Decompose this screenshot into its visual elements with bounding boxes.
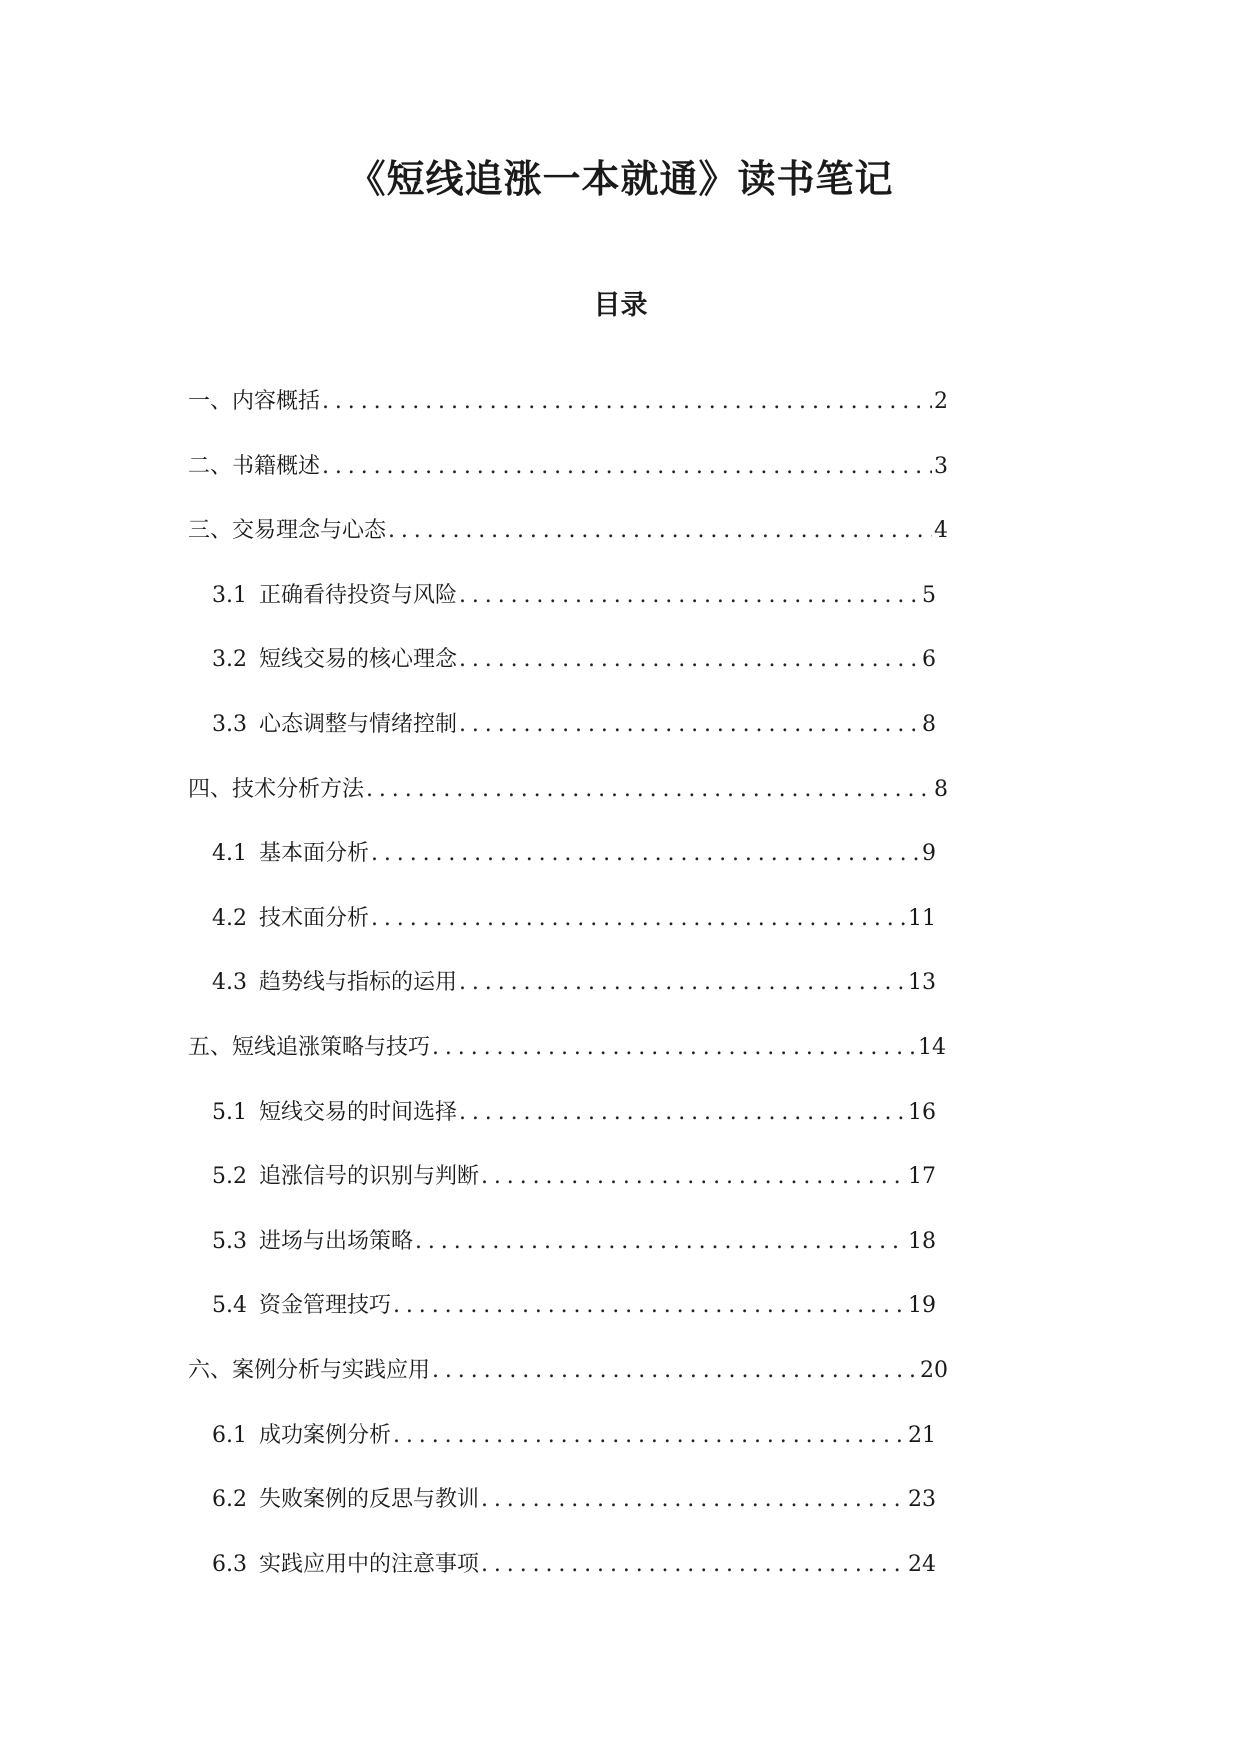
toc-entry-page: 16: [908, 1099, 936, 1125]
toc-entry-text: 技术面分析: [259, 905, 370, 931]
toc-entry[interactable]: [0, 1288, 1241, 1353]
toc-entry-text: 正确看待投资与风险: [259, 582, 458, 608]
toc-entry-text: 成功案例分析: [259, 1422, 392, 1448]
toc-entry-number: 5.3: [212, 1228, 247, 1254]
toc-entry-number: 4.2: [212, 905, 247, 931]
toc-entry[interactable]: [0, 1547, 1241, 1612]
toc-dot-leader: [393, 1288, 906, 1324]
toc-dot-leader: [459, 578, 920, 614]
toc-entry-number: 5.2: [212, 1164, 247, 1190]
toc-entry-label: [212, 578, 457, 614]
toc-entry-number: 6.3: [212, 1551, 247, 1577]
toc-dot-leader: [415, 1224, 906, 1260]
toc-dot-leader: [371, 836, 920, 872]
toc-entry-page: 23: [908, 1487, 936, 1513]
toc-entry[interactable]: [0, 578, 1241, 643]
toc-entry-label: 六、案例分析与实践应用: [188, 1357, 431, 1383]
toc-entry[interactable]: [0, 707, 1241, 772]
toc-entry-page: 21: [908, 1422, 936, 1448]
toc-entry-number: 6.1: [212, 1422, 247, 1448]
toc-entry[interactable]: [0, 1418, 1241, 1483]
toc-dot-leader: [366, 772, 932, 808]
toc-dot-leader: [459, 707, 920, 743]
toc-entry-page: 4: [934, 518, 948, 544]
toc-entry-label: 四、技术分析方法: [188, 776, 365, 802]
toc-entry[interactable]: [0, 901, 1241, 966]
toc-entry-page: 20: [920, 1357, 948, 1383]
toc-dot-leader: [481, 1482, 906, 1518]
toc-entry-text: 失败案例的反思与教训: [259, 1487, 480, 1513]
toc-entry-page: 17: [908, 1164, 936, 1190]
toc-entry[interactable]: [0, 449, 1241, 514]
toc-entry-label: [212, 836, 369, 872]
toc-entry-page: 19: [908, 1293, 936, 1319]
toc-entry[interactable]: [0, 772, 1241, 837]
toc-entry-page: 9: [922, 841, 936, 867]
toc-entry-label: [212, 1482, 479, 1518]
toc-entry-text: 心态调整与情绪控制: [259, 711, 458, 737]
toc-entry-label: [212, 1288, 391, 1324]
toc-entry-label: 一、内容概括: [188, 389, 321, 414]
toc-dot-leader: [432, 1030, 916, 1066]
toc-entry-page: 18: [908, 1228, 936, 1254]
toc-entry-number: 3.1: [212, 582, 247, 608]
toc-entry-text: 基本面分析: [259, 841, 370, 867]
toc-entry[interactable]: [0, 836, 1241, 901]
toc-entry[interactable]: [0, 642, 1241, 707]
toc-entry-number: 5.4: [212, 1293, 247, 1319]
toc-entry-text: 追涨信号的识别与判断: [259, 1164, 480, 1190]
toc-entry[interactable]: [0, 513, 1241, 578]
toc-entry-label: [212, 1418, 391, 1454]
toc-dot-leader: [432, 1353, 918, 1389]
toc-entry-page: 6: [922, 647, 936, 673]
toc-entry-label: 二、书籍概述: [188, 453, 321, 479]
toc-entry-label: 三、交易理念与心态: [188, 518, 387, 544]
toc-entry-page: 13: [908, 970, 936, 996]
toc-entry-text: 进场与出场策略: [259, 1228, 414, 1254]
toc-entry-number: 3.3: [212, 711, 247, 737]
toc-entry-label: [212, 901, 369, 937]
toc-dot-leader: [393, 1418, 906, 1454]
toc-entry-page: 8: [934, 776, 948, 802]
toc-entry-page: 2: [934, 389, 948, 414]
toc-entry-page: 5: [922, 582, 936, 608]
toc-entry[interactable]: [0, 1030, 1241, 1095]
toc-entry-text: 资金管理技巧: [259, 1293, 392, 1319]
toc-dot-leader: [322, 384, 932, 420]
toc-dot-leader: [371, 901, 906, 937]
toc-entry-label: [212, 1095, 457, 1131]
toc-entry-page: 11: [908, 905, 936, 931]
toc-entry-number: 4.1: [212, 841, 247, 867]
toc-entry-label: [212, 1159, 479, 1195]
toc-entry-text: 短线交易的时间选择: [259, 1099, 458, 1125]
toc-entry-text: 短线交易的核心理念: [259, 647, 458, 673]
toc-entry-label: 五、短线追涨策略与技巧: [188, 1034, 431, 1060]
toc-entry-label: [212, 1224, 413, 1260]
toc-dot-leader: [388, 513, 932, 549]
toc-entry[interactable]: [0, 1353, 1241, 1418]
document-title: 《短线追涨一本就通》读书笔记: [347, 157, 894, 201]
toc-entry[interactable]: [0, 1159, 1241, 1224]
toc-heading: 目录: [593, 290, 648, 321]
toc-entry[interactable]: [0, 384, 1241, 449]
toc-entry-page: 3: [934, 453, 948, 479]
toc-entry-number: 5.1: [212, 1099, 247, 1125]
toc-entry[interactable]: [0, 1224, 1241, 1289]
toc-entry[interactable]: [0, 1095, 1241, 1160]
toc-entry-label: [212, 965, 457, 1001]
toc-entry-number: 4.3: [212, 970, 247, 996]
toc-entry-page: 14: [918, 1034, 946, 1060]
toc-entry[interactable]: [0, 965, 1241, 1030]
toc-dot-leader: [481, 1547, 906, 1583]
toc-entry-label: [212, 1547, 479, 1583]
toc-entry-label: [212, 642, 457, 678]
table-of-contents: [0, 384, 1241, 1611]
toc-dot-leader: [459, 965, 906, 1001]
toc-entry[interactable]: [0, 1482, 1241, 1547]
toc-entry-number: 3.2: [212, 647, 247, 673]
toc-entry-label: [212, 707, 457, 743]
toc-entry-text: 实践应用中的注意事项: [259, 1551, 480, 1577]
toc-entry-text: 趋势线与指标的运用: [259, 970, 458, 996]
toc-dot-leader: [459, 1095, 906, 1131]
toc-dot-leader: [459, 642, 920, 678]
toc-dot-leader: [322, 449, 932, 485]
toc-entry-page: 24: [908, 1551, 936, 1577]
toc-entry-number: 6.2: [212, 1487, 247, 1513]
toc-entry-page: 8: [922, 711, 936, 737]
toc-dot-leader: [481, 1159, 906, 1195]
